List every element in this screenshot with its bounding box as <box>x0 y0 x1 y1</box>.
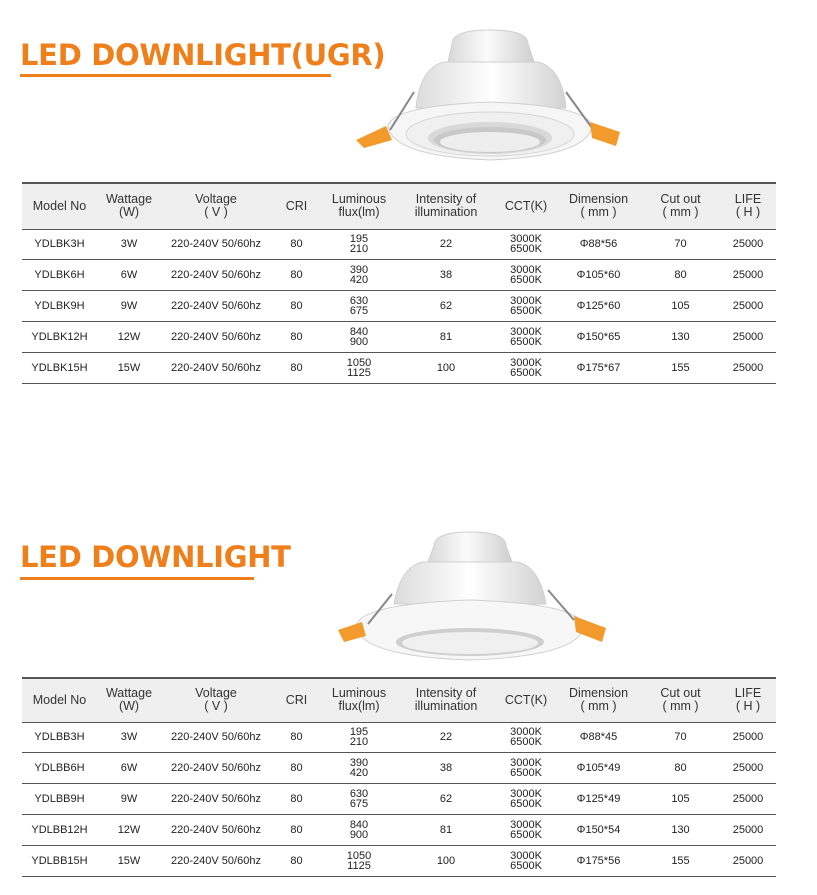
cell-model: YDLBB6H <box>22 752 97 783</box>
cell-cri: 80 <box>271 259 322 290</box>
cell-model: YDLBK15H <box>22 352 97 383</box>
cell-wattage: 6W <box>97 752 161 783</box>
cell-life: 25000 <box>720 290 776 321</box>
cell-life: 25000 <box>720 783 776 814</box>
cell-intensity: 62 <box>396 290 496 321</box>
cell-wattage: 3W <box>97 722 161 752</box>
cell-life: 25000 <box>720 752 776 783</box>
cell-cri: 80 <box>271 321 322 352</box>
cell-voltage: 220-240V 50/60hz <box>161 814 271 845</box>
table-row <box>22 845 776 876</box>
title-underline <box>20 577 254 580</box>
cell-cct: 3000K 6500K <box>496 752 556 783</box>
ugr-downlight-image <box>352 22 632 162</box>
title-underline <box>20 74 331 77</box>
cell-wattage: 6W <box>97 259 161 290</box>
col-header-intensity: Intensity of illumination <box>396 678 496 722</box>
cell-cutout: 80 <box>641 752 720 783</box>
cell-wattage: 3W <box>97 229 161 259</box>
cell-flux: 390 420 <box>322 752 396 783</box>
table-row <box>22 259 776 290</box>
cell-voltage: 220-240V 50/60hz <box>161 352 271 383</box>
cell-model: YDLBK9H <box>22 290 97 321</box>
cell-life: 25000 <box>720 845 776 876</box>
cell-intensity: 38 <box>396 259 496 290</box>
cell-cri: 80 <box>271 752 322 783</box>
cell-voltage: 220-240V 50/60hz <box>161 229 271 259</box>
col-header-life: LIFE ( H ) <box>720 678 776 722</box>
cell-cri: 80 <box>271 229 322 259</box>
cell-life: 25000 <box>720 722 776 752</box>
cell-model: YDLBK12H <box>22 321 97 352</box>
cell-dimension: Φ125*60 <box>556 290 641 321</box>
cell-flux: 630 675 <box>322 290 396 321</box>
spec-table-ugr <box>22 182 776 384</box>
table-row <box>22 722 776 752</box>
col-header-voltage: Voltage ( V ) <box>161 678 271 722</box>
cell-voltage: 220-240V 50/60hz <box>161 290 271 321</box>
cell-dimension: Φ88*56 <box>556 229 641 259</box>
col-header-intensity: Intensity of illumination <box>396 183 496 229</box>
cell-intensity: 100 <box>396 352 496 383</box>
cell-wattage: 15W <box>97 845 161 876</box>
cell-dimension: Φ88*45 <box>556 722 641 752</box>
cell-dimension: Φ125*49 <box>556 783 641 814</box>
cell-cutout: 130 <box>641 814 720 845</box>
cell-cri: 80 <box>271 845 322 876</box>
cell-intensity: 62 <box>396 783 496 814</box>
cell-voltage: 220-240V 50/60hz <box>161 722 271 752</box>
col-header-cutout: Cut out ( mm ) <box>641 678 720 722</box>
cell-cri: 80 <box>271 783 322 814</box>
cell-model: YDLBK6H <box>22 259 97 290</box>
cell-intensity: 22 <box>396 229 496 259</box>
section-title-ugr: LED DOWNLIGHT(UGR) <box>20 38 386 72</box>
cell-cri: 80 <box>271 290 322 321</box>
cell-dimension: Φ175*56 <box>556 845 641 876</box>
col-header-model: Model No <box>22 183 97 229</box>
table-row <box>22 290 776 321</box>
cell-cct: 3000K 6500K <box>496 229 556 259</box>
cell-cutout: 130 <box>641 321 720 352</box>
cell-dimension: Φ150*65 <box>556 321 641 352</box>
cell-intensity: 38 <box>396 752 496 783</box>
section-title-standard: LED DOWNLIGHT <box>20 540 291 574</box>
cell-cutout: 80 <box>641 259 720 290</box>
cell-wattage: 15W <box>97 352 161 383</box>
cell-model: YDLBB12H <box>22 814 97 845</box>
table-row <box>22 752 776 783</box>
cell-cct: 3000K 6500K <box>496 783 556 814</box>
cell-flux: 195 210 <box>322 229 396 259</box>
cell-model: YDLBB15H <box>22 845 97 876</box>
col-header-cct: CCT(K) <box>496 678 556 722</box>
col-header-wattage: Wattage (W) <box>97 183 161 229</box>
cell-cct: 3000K 6500K <box>496 845 556 876</box>
cell-wattage: 9W <box>97 290 161 321</box>
cell-model: YDLBB3H <box>22 722 97 752</box>
col-header-dimension: Dimension ( mm ) <box>556 678 641 722</box>
cell-flux: 1050 1125 <box>322 845 396 876</box>
table-row <box>22 321 776 352</box>
standard-downlight-image <box>334 524 614 664</box>
cell-life: 25000 <box>720 352 776 383</box>
cell-intensity: 81 <box>396 321 496 352</box>
col-header-cutout: Cut out ( mm ) <box>641 183 720 229</box>
cell-cutout: 155 <box>641 845 720 876</box>
cell-model: YDLBB9H <box>22 783 97 814</box>
col-header-wattage: Wattage (W) <box>97 678 161 722</box>
cell-cct: 3000K 6500K <box>496 259 556 290</box>
cell-wattage: 12W <box>97 814 161 845</box>
cell-wattage: 9W <box>97 783 161 814</box>
col-header-cct: CCT(K) <box>496 183 556 229</box>
col-header-flux: Luminous flux(lm) <box>322 678 396 722</box>
cell-dimension: Φ150*54 <box>556 814 641 845</box>
cell-intensity: 100 <box>396 845 496 876</box>
col-header-model: Model No <box>22 678 97 722</box>
cell-cri: 80 <box>271 814 322 845</box>
cell-flux: 630 675 <box>322 783 396 814</box>
cell-dimension: Φ175*67 <box>556 352 641 383</box>
spec-table-standard <box>22 677 776 877</box>
cell-flux: 195 210 <box>322 722 396 752</box>
cell-model: YDLBK3H <box>22 229 97 259</box>
cell-life: 25000 <box>720 229 776 259</box>
cell-voltage: 220-240V 50/60hz <box>161 321 271 352</box>
cell-voltage: 220-240V 50/60hz <box>161 845 271 876</box>
cell-cri: 80 <box>271 722 322 752</box>
cell-intensity: 22 <box>396 722 496 752</box>
cell-life: 25000 <box>720 814 776 845</box>
table-row <box>22 229 776 259</box>
col-header-flux: Luminous flux(lm) <box>322 183 396 229</box>
table-row <box>22 352 776 383</box>
cell-cct: 3000K 6500K <box>496 814 556 845</box>
cell-flux: 840 900 <box>322 321 396 352</box>
cell-flux: 1050 1125 <box>322 352 396 383</box>
cell-flux: 840 900 <box>322 814 396 845</box>
cell-cutout: 70 <box>641 722 720 752</box>
col-header-dimension: Dimension ( mm ) <box>556 183 641 229</box>
col-header-cri: CRI <box>271 678 322 722</box>
cell-cutout: 70 <box>641 229 720 259</box>
cell-life: 25000 <box>720 259 776 290</box>
cell-cct: 3000K 6500K <box>496 722 556 752</box>
cell-intensity: 81 <box>396 814 496 845</box>
table-row <box>22 814 776 845</box>
cell-cutout: 105 <box>641 290 720 321</box>
col-header-life: LIFE ( H ) <box>720 183 776 229</box>
cell-voltage: 220-240V 50/60hz <box>161 259 271 290</box>
cell-wattage: 12W <box>97 321 161 352</box>
cell-cutout: 155 <box>641 352 720 383</box>
cell-cutout: 105 <box>641 783 720 814</box>
cell-dimension: Φ105*60 <box>556 259 641 290</box>
cell-cri: 80 <box>271 352 322 383</box>
cell-voltage: 220-240V 50/60hz <box>161 752 271 783</box>
cell-dimension: Φ105*49 <box>556 752 641 783</box>
cell-life: 25000 <box>720 321 776 352</box>
col-header-voltage: Voltage ( V ) <box>161 183 271 229</box>
cell-cct: 3000K 6500K <box>496 290 556 321</box>
cell-cct: 3000K 6500K <box>496 352 556 383</box>
cell-voltage: 220-240V 50/60hz <box>161 783 271 814</box>
col-header-cri: CRI <box>271 183 322 229</box>
cell-flux: 390 420 <box>322 259 396 290</box>
cell-cct: 3000K 6500K <box>496 321 556 352</box>
table-row <box>22 783 776 814</box>
